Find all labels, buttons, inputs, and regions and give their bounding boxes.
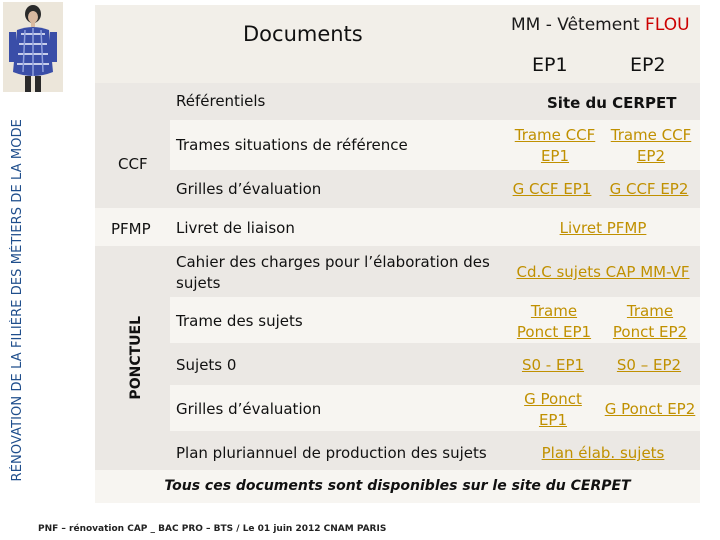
fashion-logo-image xyxy=(3,2,63,92)
ponctuel-group-label xyxy=(125,298,147,418)
link-g-ponct-ep1[interactable]: G Ponct EP1 xyxy=(524,390,582,429)
row-label-cahier: Cahier des charges pour l’élaboration des sujets xyxy=(176,253,490,292)
link-s0-ep1[interactable]: S0 - EP1 xyxy=(521,356,585,374)
footer-note: Tous ces documents sont disponibles sur le site du CERPET xyxy=(164,478,631,494)
row-label-grilles-ponct: Grilles d’évaluation xyxy=(176,400,322,418)
link-trame-ccf-ep1[interactable]: Trame CCF EP1 xyxy=(514,126,596,165)
fashion-figure-icon xyxy=(3,2,63,92)
documents-title: Documents xyxy=(243,22,363,46)
pnf-footer: PNF – rénovation CAP _ BAC PRO – BTS / Le 01 juin 2012 CNAM PARIS xyxy=(38,524,387,534)
subtitle-accent: FLOU xyxy=(645,15,690,35)
link-s0-ep2[interactable]: S0 – EP2 xyxy=(616,356,682,374)
side-banner-text: RÉNOVATION DE LA FILIÈRE DES MÉTIERS DE LA MODE xyxy=(9,118,25,482)
link-g-ccf-ep1[interactable]: G CCF EP1 xyxy=(512,180,592,198)
referentiels-header: Référentiels xyxy=(176,92,266,110)
site-cerpet-header: Site du CERPET xyxy=(547,94,677,112)
link-livret-pfmp[interactable]: Livret PFMP xyxy=(559,219,647,237)
side-banner xyxy=(2,85,32,515)
link-trame-ccf-ep2[interactable]: Trame CCF EP2 xyxy=(610,126,692,165)
row-label-trame-sujets: Trame des sujets xyxy=(176,312,303,330)
row-label-sujets0: Sujets 0 xyxy=(176,356,237,374)
ep1-header: EP1 xyxy=(532,54,568,76)
link-plan-elab[interactable]: Plan élab. sujets xyxy=(541,444,665,462)
ponctuel-text: PONCTUEL xyxy=(128,316,144,400)
link-cdc-sujets[interactable]: Cd.C sujets CAP MM-VF xyxy=(516,263,690,281)
ep2-header: EP2 xyxy=(630,54,666,76)
link-trame-ponct-ep1[interactable]: Trame Ponct EP1 xyxy=(516,302,592,341)
row-label-plan: Plan pluriannuel de production des sujets xyxy=(176,444,487,462)
row-label-livret: Livret de liaison xyxy=(176,219,295,237)
pfmp-group-label: PFMP xyxy=(111,220,151,238)
subtitle-prefix: MM - Vêtement xyxy=(511,15,646,35)
link-trame-ponct-ep2[interactable]: Trame Ponct EP2 xyxy=(612,302,688,341)
row-label-grilles-ccf: Grilles d’évaluation xyxy=(176,180,322,198)
link-g-ccf-ep2[interactable]: G CCF EP2 xyxy=(609,180,689,198)
row-label-trames-situations: Trames situations de référence xyxy=(176,136,408,154)
ccf-group-label: CCF xyxy=(118,155,148,173)
link-g-ponct-ep2[interactable]: G Ponct EP2 xyxy=(604,400,696,418)
subtitle xyxy=(511,15,690,35)
